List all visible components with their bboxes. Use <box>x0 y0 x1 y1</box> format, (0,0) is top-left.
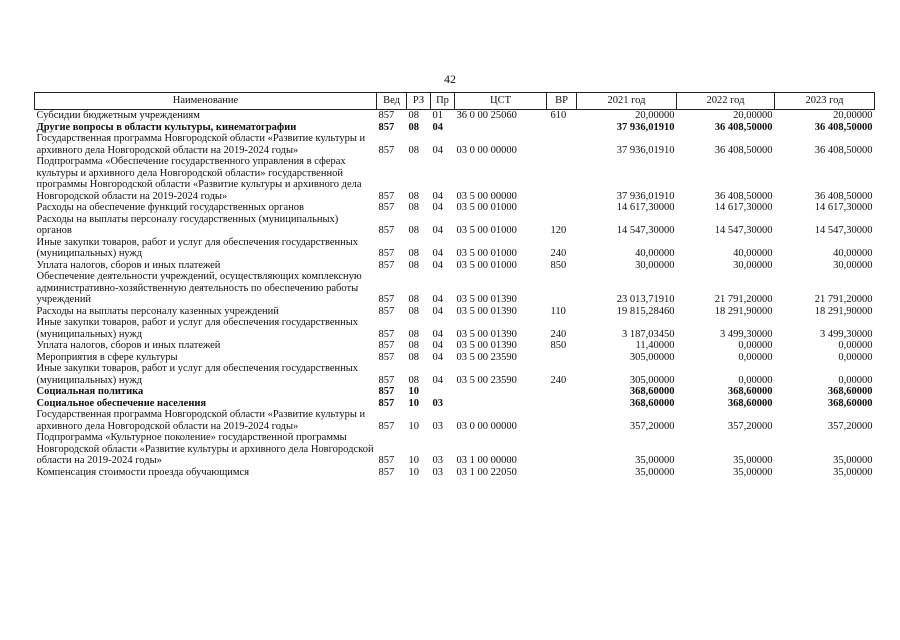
cell-2021: 35,00000 <box>635 466 675 478</box>
cell-ved: 857 <box>378 340 395 351</box>
cell-ved: 857 <box>378 225 395 236</box>
cell-name: Иные закупки товаров, работ и услуг для обеспечения государственных (муниципальных) нужд <box>36 363 359 386</box>
cell-2023: 0,00000 <box>838 340 873 351</box>
cell-name: Расходы на выплаты персоналу государственных (муниципальных) органов <box>36 213 339 236</box>
cell-vr: 240 <box>550 328 567 340</box>
cell-pr: 04 <box>432 340 443 351</box>
table-row <box>35 122 875 134</box>
cell-2022: 0,00000 <box>738 351 773 363</box>
cell-2021: 305,00000 <box>629 374 675 386</box>
cell-cst: 03 5 00 00000 <box>456 190 517 202</box>
cell-cst: 03 5 00 01390 <box>456 340 517 351</box>
cell-cst: 03 5 00 01000 <box>456 225 517 236</box>
table-row <box>35 386 875 398</box>
table-row <box>35 398 875 410</box>
cell-2023: 357,20000 <box>827 420 873 432</box>
cell-cst: 03 5 00 01390 <box>456 305 517 317</box>
cell-cst: 03 5 00 23590 <box>456 351 517 363</box>
table-row <box>35 409 875 432</box>
cell-pr: 03 <box>432 420 443 432</box>
cell-vr: 850 <box>550 340 567 351</box>
budget-table <box>34 92 875 478</box>
cell-2021: 3 187,03450 <box>622 328 675 340</box>
cell-rz: 08 <box>408 190 419 202</box>
cell-2023: 21 791,20000 <box>814 294 873 305</box>
cell-vr <box>547 467 577 479</box>
cell-cst: 03 5 00 01390 <box>456 328 517 340</box>
cell-cst: 03 0 00 00000 <box>456 420 517 432</box>
cell-cst: 36 0 00 25060 <box>456 110 517 121</box>
cell-2022: 3 499,30000 <box>720 328 773 340</box>
cell-cst: 03 5 00 01000 <box>456 202 517 213</box>
cell-name: Расходы на обеспечение функций государственных органов <box>36 202 304 213</box>
table-row <box>35 237 875 260</box>
cell-2022: 35,00000 <box>733 455 773 466</box>
cell-pr: 03 <box>432 466 443 478</box>
cell-2023: 35,00000 <box>833 466 873 478</box>
cell-rz: 10 <box>408 455 419 466</box>
cell-2023: 0,00000 <box>838 351 873 363</box>
cell-vr <box>547 409 577 432</box>
cell-rz: 08 <box>408 144 419 156</box>
table-row <box>35 317 875 340</box>
cell-ved: 857 <box>378 121 395 133</box>
cell-rz: 10 <box>408 466 419 478</box>
cell-2022: 21 791,20000 <box>714 294 773 305</box>
cell-rz: 10 <box>408 397 419 409</box>
table-header-row <box>35 93 875 110</box>
cell-2022: 36 408,50000 <box>714 190 773 202</box>
cell-2023: 368,60000 <box>827 397 873 409</box>
cell-name: Обеспечение деятельности учреждений, осуществляющих комплексную административно-хозяйственную деятельность по обеспечению работы учреждений <box>36 271 362 305</box>
cell-2021: 35,00000 <box>635 455 675 466</box>
cell-pr: 04 <box>432 294 443 305</box>
cell-2021: 37 936,01910 <box>616 144 675 156</box>
cell-2021: 368,60000 <box>629 386 675 397</box>
cell-2022: 35,00000 <box>733 466 773 478</box>
cell-ved: 857 <box>378 386 395 397</box>
cell-name: Уплата налогов, сборов и иных платежей <box>36 259 221 271</box>
cell-2023: 36 408,50000 <box>814 121 873 133</box>
cell-vr <box>547 156 577 202</box>
cell-rz: 08 <box>408 351 419 363</box>
cell-2021: 37 936,01910 <box>616 190 675 202</box>
cell-rz: 08 <box>408 202 419 213</box>
cell-name: Мероприятия в сфере культуры <box>36 351 178 363</box>
cell-ved: 857 <box>378 397 395 409</box>
header-rz: РЗ <box>407 93 431 110</box>
cell-rz: 08 <box>408 305 419 317</box>
table-row <box>35 133 875 156</box>
cell-2021: 11,40000 <box>635 340 675 351</box>
cell-2022: 14 547,30000 <box>714 225 773 236</box>
cell-2021: 14 617,30000 <box>616 202 675 213</box>
cell-name: Расходы на выплаты персоналу казенных учреждений <box>36 305 279 317</box>
cell-2023: 14 547,30000 <box>814 225 873 236</box>
cell-name: Подпрограмма «Обеспечение государственного управления в сферах культуры и архивного дела Новгородской области» государственной программы Новгородской области «Развитие культуры и архивного дела Новгородской области на 2019-2024 годы» <box>36 156 362 202</box>
cell-2023: 18 291,90000 <box>814 305 873 317</box>
cell-2023: 36 408,50000 <box>814 190 873 202</box>
cell-vr <box>547 133 577 156</box>
table-row <box>35 432 875 467</box>
cell-vr: 120 <box>550 225 567 236</box>
table-row <box>35 110 875 122</box>
cell-name: Социальная политика <box>36 386 144 397</box>
table-row <box>35 306 875 318</box>
cell-rz: 08 <box>408 248 419 259</box>
cell-pr: 04 <box>432 190 443 202</box>
table-row <box>35 363 875 386</box>
cell-2023: 3 499,30000 <box>820 328 873 340</box>
cell-2022: 368,60000 <box>727 397 773 409</box>
cell-rz: 08 <box>408 294 419 305</box>
cell-name: Иные закупки товаров, работ и услуг для обеспечения государственных (муниципальных) нужд <box>36 236 359 259</box>
cell-cst <box>455 122 547 134</box>
cell-pr: 04 <box>432 202 443 213</box>
cell-pr: 04 <box>432 351 443 363</box>
cell-name: Государственная программа Новгородской области «Развитие культуры и архивного дела Новгородской области на 2019-2024 годы» <box>36 409 366 432</box>
cell-2022: 368,60000 <box>727 386 773 397</box>
cell-vr <box>547 432 577 467</box>
cell-pr: 04 <box>432 259 443 271</box>
cell-2022: 20,00000 <box>733 110 773 121</box>
cell-rz: 08 <box>408 110 419 121</box>
header-pr: Пр <box>431 93 455 110</box>
cell-name: Компенсация стоимости проезда обучающимся <box>36 466 250 478</box>
table-row <box>35 202 875 214</box>
cell-rz: 08 <box>408 225 419 236</box>
cell-pr: 04 <box>432 374 443 386</box>
cell-pr: 03 <box>432 397 443 409</box>
cell-vr <box>547 386 577 398</box>
cell-cst: 03 0 00 00000 <box>456 144 517 156</box>
cell-2021: 305,00000 <box>629 351 675 363</box>
cell-cst <box>455 398 547 410</box>
cell-name: Государственная программа Новгородской области «Развитие культуры и архивного дела Новгородской области на 2019-2024 годы» <box>36 133 366 156</box>
table-row <box>35 352 875 364</box>
cell-cst: 03 1 00 22050 <box>456 466 517 478</box>
cell-ved: 857 <box>378 110 395 121</box>
cell-2023: 14 617,30000 <box>814 202 873 213</box>
cell-2021: 19 815,28460 <box>616 305 675 317</box>
cell-pr: 04 <box>432 328 443 340</box>
cell-ved: 857 <box>378 455 395 466</box>
cell-cst: 03 1 00 00000 <box>456 455 517 466</box>
cell-2022: 357,20000 <box>727 420 773 432</box>
cell-ved: 857 <box>378 328 395 340</box>
cell-2021: 37 936,01910 <box>616 121 675 133</box>
cell-vr: 850 <box>550 259 567 271</box>
cell-rz: 08 <box>408 121 419 133</box>
cell-2021: 368,60000 <box>629 397 675 409</box>
cell-cst: 03 5 00 01000 <box>456 259 517 271</box>
cell-rz: 08 <box>408 374 419 386</box>
header-cst: ЦСТ <box>455 93 547 110</box>
cell-ved: 857 <box>378 305 395 317</box>
cell-rz: 08 <box>408 340 419 351</box>
cell-ved: 857 <box>378 259 395 271</box>
cell-pr: 04 <box>432 144 443 156</box>
cell-rz: 10 <box>408 386 419 397</box>
cell-rz: 10 <box>408 420 419 432</box>
table-body <box>35 110 875 479</box>
cell-name: Иные закупки товаров, работ и услуг для обеспечения государственных (муниципальных) нужд <box>36 317 359 340</box>
table-row <box>35 156 875 202</box>
cell-vr <box>547 352 577 364</box>
table-row <box>35 467 875 479</box>
cell-2021: 30,00000 <box>635 259 675 271</box>
cell-2023: 35,00000 <box>833 455 873 466</box>
cell-name: Другие вопросы в области культуры, кинематографии <box>36 121 297 133</box>
cell-ved: 857 <box>378 190 395 202</box>
cell-ved: 857 <box>378 294 395 305</box>
cell-2021: 357,20000 <box>629 420 675 432</box>
cell-pr: 03 <box>432 455 443 466</box>
cell-2022: 0,00000 <box>738 340 773 351</box>
cell-vr <box>547 202 577 214</box>
cell-pr: 04 <box>432 305 443 317</box>
cell-vr: 110 <box>550 305 566 317</box>
cell-name: Уплата налогов, сборов и иных платежей <box>36 340 221 351</box>
table-row <box>35 214 875 237</box>
cell-2022: 14 617,30000 <box>714 202 773 213</box>
cell-ved: 857 <box>378 466 395 478</box>
cell-ved: 857 <box>378 144 395 156</box>
cell-2023: 368,60000 <box>827 386 873 397</box>
table-row <box>35 260 875 272</box>
cell-name: Подпрограмма «Культурное поколение» государственной программы Новгородской области «Развитие культуры и архивного дела Новгородской области на 2019-2024 годы» <box>36 432 374 466</box>
cell-ved: 857 <box>378 420 395 432</box>
cell-2021: 23 013,71910 <box>616 294 675 305</box>
cell-ved: 857 <box>378 351 395 363</box>
cell-rz: 08 <box>408 259 419 271</box>
cell-pr: 01 <box>432 110 443 121</box>
cell-vr <box>547 122 577 134</box>
cell-name: Субсидии бюджетным учреждениям <box>36 110 200 121</box>
cell-2022: 0,00000 <box>738 374 773 386</box>
cell-2022: 18 291,90000 <box>714 305 773 317</box>
cell-cst <box>455 386 547 398</box>
cell-2023: 30,00000 <box>833 259 873 271</box>
cell-cst: 03 5 00 01390 <box>456 294 517 305</box>
table-row <box>35 271 875 306</box>
cell-2023: 20,00000 <box>833 110 873 121</box>
cell-2022: 30,00000 <box>733 259 773 271</box>
cell-vr <box>547 398 577 410</box>
header-ved: Вед <box>377 93 407 110</box>
cell-pr: 04 <box>432 225 443 236</box>
cell-pr: 04 <box>432 121 443 133</box>
cell-rz: 08 <box>408 328 419 340</box>
header-2023: 2023 год <box>775 93 875 110</box>
cell-2021: 40,00000 <box>635 248 675 259</box>
header-name: Наименование <box>35 93 377 110</box>
cell-name: Социальное обеспечение населения <box>36 397 207 409</box>
cell-cst: 03 5 00 23590 <box>456 374 517 386</box>
cell-vr: 240 <box>550 374 567 386</box>
cell-2023: 40,00000 <box>833 248 873 259</box>
cell-2022: 40,00000 <box>733 248 773 259</box>
cell-2023: 0,00000 <box>838 374 873 386</box>
cell-vr: 240 <box>550 248 567 259</box>
cell-2022: 36 408,50000 <box>714 144 773 156</box>
cell-2022: 36 408,50000 <box>714 121 773 133</box>
cell-2021: 20,00000 <box>635 110 675 121</box>
cell-2023: 36 408,50000 <box>814 144 873 156</box>
header-vr: ВР <box>547 93 577 110</box>
cell-vr <box>547 271 577 306</box>
cell-ved: 857 <box>378 248 395 259</box>
cell-ved: 857 <box>378 202 395 213</box>
cell-2021: 14 547,30000 <box>616 225 675 236</box>
cell-cst: 03 5 00 01000 <box>456 248 517 259</box>
table-row <box>35 340 875 352</box>
page-number: 42 <box>444 72 456 86</box>
header-2021: 2021 год <box>577 93 677 110</box>
cell-ved: 857 <box>378 374 395 386</box>
cell-pr: 04 <box>432 248 443 259</box>
header-2022: 2022 год <box>677 93 775 110</box>
cell-vr: 610 <box>550 110 567 121</box>
cell-pr <box>431 386 455 398</box>
